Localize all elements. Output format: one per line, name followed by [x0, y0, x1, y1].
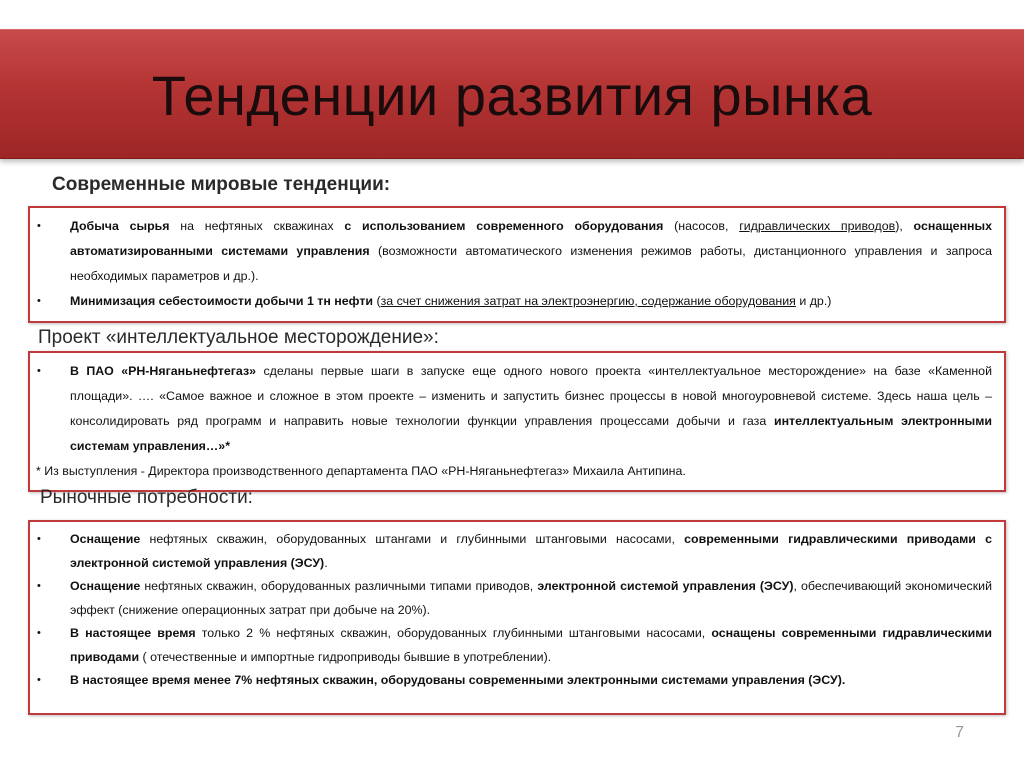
slide-title: Тенденции развития рынка — [151, 63, 873, 127]
page-number: 7 — [955, 724, 964, 741]
list-item: • Добыча сырья на нефтяных скважинах с использованием современного оборудования (насосов, гидравлических приводов), оснащенных автоматизированными системами управления (возможности автоматического изменения режимов работы, дистанционного управления и запроса необходимых параметров и др.). — [30, 214, 1004, 289]
smart-field-box — [28, 351, 1006, 492]
bullet: • — [37, 580, 41, 592]
bullet: • — [37, 627, 41, 639]
list-item: • В настоящее время только 2 % нефтяных скважин, оборудованных глубинными штанговыми насосами, оснащены современными гидравлическими приводами ( отечественные и импортные гидроприводы бывшие в употреблении). — [30, 622, 1004, 669]
market-needs-box — [28, 520, 1006, 715]
footnote: * Из выступления - Директора производственного департамента ПАО «РН-Няганьнефтегаз» Михаила Антипина. — [36, 464, 686, 478]
section-heading-smart-field: Проект «интеллектуальное месторождение»: — [38, 327, 439, 348]
list-item: • Оснащение нефтяных скважин, оборудованных штангами и глубинными штанговыми насосами, современными гидравлическими приводами с электронной системой управления (ЭСУ). — [30, 528, 1004, 575]
bullet: • — [37, 533, 41, 545]
world-trends-list — [30, 208, 1004, 314]
world-trends-box — [28, 206, 1006, 323]
bullet: • — [37, 295, 41, 307]
title-banner — [0, 29, 1024, 159]
smart-field-list — [30, 353, 1004, 459]
list-item: • В ПАО «РН-Няганьнефтегаз» сделаны первые шаги в запуске еще одного нового проекта «интеллектуальное месторождение» на базе «Каменной площади». …. «Самое важное и сложное в этом проекте – изменить и запустить бизнес процессы в новой многоуровневой системе. Здесь наша цель – консолидировать ряд программ и направить новые технологии функции управления процессами добычи и газа интеллектуальным электронными системам управления…»* — [30, 359, 1004, 459]
list-item: • В настоящее время менее 7% нефтяных скважин, оборудованы современными электронными системами управления (ЭСУ). — [30, 669, 1004, 693]
list-item: • Оснащение нефтяных скважин, оборудованных различными типами приводов, электронной системой управления (ЭСУ), обеспечивающий экономический эффект (снижение операционных затрат при добыче на 20%). — [30, 575, 1004, 622]
market-needs-list — [30, 522, 1004, 693]
bullet: • — [37, 220, 41, 232]
bullet: • — [37, 365, 41, 377]
list-item: • Минимизация себестоимости добычи 1 тн нефти (за счет снижения затрат на электроэнергию, содержание оборудования и др.) — [30, 289, 1004, 314]
bullet: • — [37, 674, 41, 686]
section-heading-market-needs: Рыночные потребности: — [40, 487, 253, 508]
section-heading-world-trends: Современные мировые тенденции: — [52, 174, 391, 195]
